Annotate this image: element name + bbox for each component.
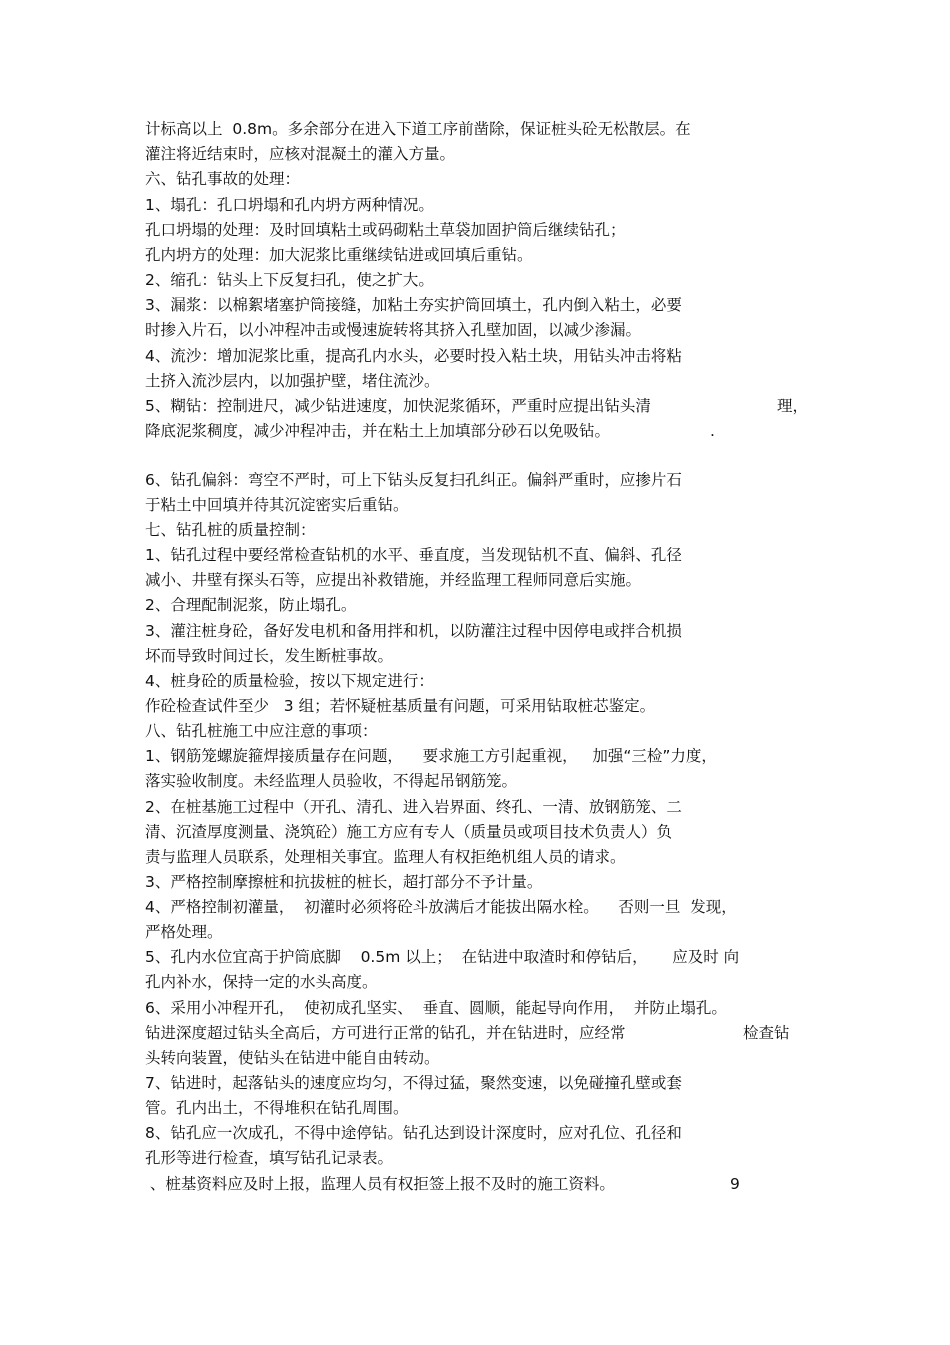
text-line: 3、严格控制摩擦桩和抗拔桩的桩长，超打部分不予计量。 xyxy=(145,873,543,891)
text-line: 管。孔内出土，不得堆积在钻孔周围。 xyxy=(145,1099,409,1117)
text-line: 头转向装置，使钻头在钻进中能自由转动。 xyxy=(145,1049,440,1067)
text-line: 七、钻孔桩的质量控制： xyxy=(145,521,316,539)
text-line: 2、缩孔：钻头上下反复扫孔，使之扩大。 xyxy=(145,271,434,289)
text-line: 孔口坍塌的处理：及时回填粘土或码砌粘土草袋加固护筒后继续钻孔； xyxy=(145,221,626,239)
text-line: 清、沉渣厚度测量、浇筑砼）施工方应有专人（质量员或项目技术负责人）负 xyxy=(145,823,673,841)
text-line: 八、钻孔桩施工中应注意的事项： xyxy=(145,722,378,740)
text-line: 4、流沙：增加泥浆比重，提高孔内水头，必要时投入粘土块，用钻头冲击将粘 xyxy=(145,347,682,365)
text-line: 落实验收制度。未经监理人员验收，不得起吊钢筋笼。 xyxy=(145,772,518,790)
text-line: 5、糊钻：控制进尺，减少钻进速度，加快泥浆循环，严重时应提出钻头清 xyxy=(145,397,651,415)
text-line: 土挤入流沙层内，以加强护壁，堵住流沙。 xyxy=(145,372,440,390)
text-line: 灌注将近结束时，应核对混凝土的灌入方量。 xyxy=(145,145,456,163)
text-line: 计标高以上 0.8m。多余部分在进入下道工序前凿除，保证桩头砼无松散层。在 xyxy=(145,120,691,138)
text-line-tail: . xyxy=(710,422,715,440)
text-line: 孔内坍方的处理：加大泥浆比重继续钻进或回填后重钻。 xyxy=(145,246,533,264)
text-line: 孔内补水，保持一定的水头高度。 xyxy=(145,973,378,991)
text-line: 降底泥浆稠度，减少冲程冲击，并在粘土上加填部分砂石以免吸钻。 xyxy=(145,422,611,440)
text-line: 责与监理人员联系，处理相关事宜。监理人有权拒绝机组人员的请求。 xyxy=(145,848,626,866)
text-line: 5、孔内水位宜高于护筒底脚 0.5m 以上； 在钻进中取渣时和停钻后， 应及时 向 xyxy=(145,948,740,966)
text-line: 3、灌注桩身砼，备好发电机和备用拌和机，以防灌注过程中因停电或拌合机损 xyxy=(145,622,682,640)
text-line: 严格处理。 xyxy=(145,923,223,941)
text-line: 1、塌孔：孔口坍塌和孔内坍方两种情况。 xyxy=(145,196,434,214)
text-line: 时掺入片石，以小冲程冲击或慢速旋转将其挤入孔壁加固，以减少渗漏。 xyxy=(145,321,642,339)
text-line-tail: 9 xyxy=(730,1175,740,1193)
text-line: 减小、井壁有探头石等，应提出补救错施，并经监理工程师同意后实施。 xyxy=(145,571,642,589)
text-line-tail: 检查钻 xyxy=(743,1024,790,1042)
text-line: 7、钻进时，起落钻头的速度应均匀，不得过猛，聚然变速，以免碰撞孔壁或套 xyxy=(145,1074,682,1092)
text-line: 1、钢筋笼螺旋箍焊接质量存在问题， 要求施工方引起重视， 加强“三检”力度， xyxy=(145,747,717,765)
text-line: 6、采用小冲程开孔， 使初成孔坚实、 垂直、圆顺，能起导向作用， 并防止塌孔。 xyxy=(145,999,727,1017)
text-line: 孔形等进行检查，填写钻孔记录表。 xyxy=(145,1149,394,1167)
text-line: 作砼检查试件至少 3 组；若怀疑桩基质量有问题，可采用钻取桩芯鉴定。 xyxy=(145,697,656,715)
text-line: 于粘土中回填并待其沉淀密实后重钻。 xyxy=(145,496,409,514)
text-line: 4、严格控制初灌量， 初灌时必须将砼斗放满后才能拔出隔水栓。 否则一旦 发现， xyxy=(145,898,737,916)
text-line: 钻进深度超过钻头全高后，方可进行正常的钻孔，并在钻进时，应经常 xyxy=(145,1024,626,1042)
text-line-tail: 理， xyxy=(777,397,809,415)
text-line: 6、钻孔偏斜：弯空不严时，可上下钻头反复扫孔纠正。偏斜严重时，应掺片石 xyxy=(145,471,682,489)
text-line: 2、在桩基施工过程中（开孔、清孔、进入岩界面、终孔、一清、放钢筋笼、二 xyxy=(145,798,682,816)
text-line: 1、钻孔过程中要经常检查钻机的水平、垂直度，当发现钻机不直、偏斜、孔径 xyxy=(145,546,682,564)
text-line: 六、钻孔事故的处理： xyxy=(145,170,301,188)
text-line: 、桩基资料应及时上报，监理人员有权拒签上报不及时的施工资料。 xyxy=(145,1175,615,1193)
text-line: 8、钻孔应一次成孔，不得中途停钻。钻孔达到设计深度时，应对孔位、孔径和 xyxy=(145,1124,682,1142)
text-line: 3、漏浆：以棉絮堵塞护筒接缝，加粘土夯实护筒回填土，孔内倒入粘土，必要 xyxy=(145,296,682,314)
text-line: 坏而导致时间过长，发生断桩事故。 xyxy=(145,647,394,665)
text-line: 2、合理配制泥浆，防止塌孔。 xyxy=(145,596,357,614)
text-line: 4、桩身砼的质量检验，按以下规定进行： xyxy=(145,672,434,690)
